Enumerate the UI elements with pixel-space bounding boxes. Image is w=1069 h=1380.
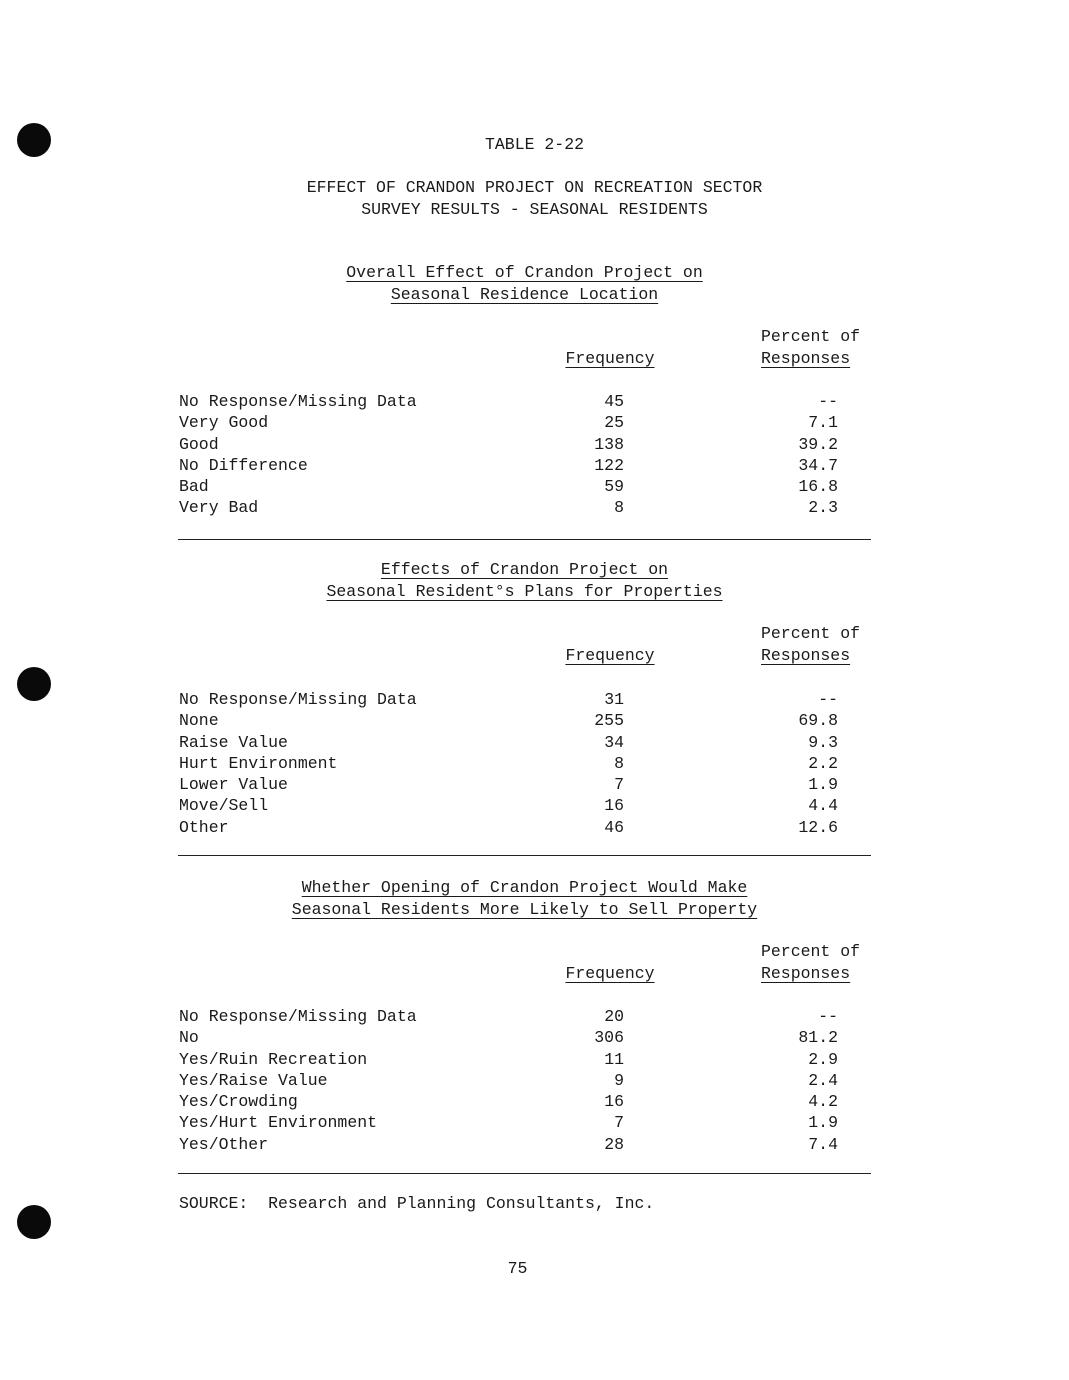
section-divider — [178, 855, 871, 856]
row-frequency: 306 — [594, 1028, 624, 1048]
row-frequency: 16 — [604, 796, 624, 816]
section-title-line2: Seasonal Residents More Likely to Sell Property — [291, 900, 758, 919]
row-frequency: 8 — [614, 753, 624, 773]
column-header — [178, 623, 871, 667]
row-percent: 1.9 — [808, 1113, 838, 1133]
table-row — [178, 795, 871, 816]
section-title-line1: Whether Opening of Crandon Project Would Make — [301, 878, 748, 897]
table-rows — [178, 689, 871, 838]
section-title — [178, 877, 871, 921]
row-percent: 7.4 — [808, 1134, 838, 1154]
row-frequency: 25 — [604, 413, 624, 433]
row-frequency: 28 — [604, 1134, 624, 1154]
row-label: Raise Value — [179, 732, 288, 752]
section-plans-for-properties — [178, 559, 871, 838]
row-label: No Difference — [179, 455, 308, 475]
row-label: No Response/Missing Data — [179, 690, 417, 709]
row-label: Yes/Ruin Recreation — [179, 1049, 368, 1069]
row-percent: -- — [818, 1007, 838, 1026]
section-divider — [178, 1173, 871, 1174]
frequency-header: Frequency — [565, 349, 655, 368]
frequency-header: Frequency — [565, 964, 655, 983]
table-row — [178, 689, 871, 710]
binder-hole-middle — [17, 667, 51, 701]
row-label: Move/Sell — [179, 796, 269, 816]
percent-header: Percent of Responses — [761, 942, 861, 983]
percent-header: Percent of Responses — [761, 624, 861, 665]
section-title-line1: Overall Effect of Crandon Project on — [346, 263, 703, 282]
row-frequency: 255 — [594, 711, 624, 731]
row-label: Bad — [179, 477, 209, 497]
page-number: 75 — [507, 1259, 528, 1278]
row-frequency: 46 — [604, 817, 624, 837]
row-label: Lower Value — [179, 775, 288, 795]
table-title-line1: EFFECT OF CRANDON PROJECT ON RECREATION SECTOR — [306, 178, 763, 197]
table-row — [178, 774, 871, 795]
row-percent: 2.4 — [808, 1070, 838, 1090]
binder-hole-bottom — [17, 1205, 51, 1239]
row-percent: 2.9 — [808, 1049, 838, 1069]
table-row — [178, 434, 871, 455]
table-row — [178, 455, 871, 476]
table-row — [178, 732, 871, 753]
row-frequency: 34 — [604, 732, 624, 752]
row-label: None — [179, 711, 219, 731]
row-frequency: 16 — [604, 1092, 624, 1112]
row-label: No — [179, 1028, 199, 1048]
table-row — [178, 412, 871, 433]
row-label: Hurt Environment — [179, 753, 338, 773]
row-percent: 16.8 — [798, 477, 838, 497]
table-row — [178, 1027, 871, 1048]
table-row — [178, 1070, 871, 1091]
row-percent: 4.2 — [808, 1092, 838, 1112]
row-frequency: 138 — [594, 434, 624, 454]
row-percent: -- — [818, 690, 838, 709]
table-row — [178, 1049, 871, 1070]
source-text: Research and Planning Consultants, Inc. — [268, 1194, 655, 1213]
row-frequency: 31 — [604, 690, 624, 709]
column-header — [178, 326, 871, 370]
table-row — [178, 497, 871, 518]
source-note — [179, 1194, 654, 1213]
row-label: Very Good — [179, 413, 269, 433]
row-percent: 81.2 — [798, 1028, 838, 1048]
section-title-line2: Seasonal Resident°s Plans for Properties — [326, 582, 723, 601]
row-frequency: 9 — [614, 1070, 624, 1090]
row-frequency: 8 — [614, 498, 624, 518]
section-divider — [178, 539, 871, 540]
frequency-header: Frequency — [565, 646, 655, 665]
row-percent: 2.2 — [808, 753, 838, 773]
row-percent: 7.1 — [808, 413, 838, 433]
table-row — [178, 391, 871, 412]
column-header — [178, 941, 871, 985]
row-frequency: 20 — [604, 1007, 624, 1026]
row-frequency: 11 — [604, 1049, 624, 1069]
row-percent: 2.3 — [808, 498, 838, 518]
row-frequency: 122 — [594, 455, 624, 475]
row-frequency: 7 — [614, 1113, 624, 1133]
table-row — [178, 817, 871, 838]
row-percent: -- — [818, 392, 838, 411]
row-label: Yes/Other — [179, 1134, 269, 1154]
table-row — [178, 1091, 871, 1112]
table-row — [178, 476, 871, 497]
row-label: No Response/Missing Data — [179, 1007, 417, 1026]
row-frequency: 59 — [604, 477, 624, 497]
table-row — [178, 753, 871, 774]
table-rows — [178, 391, 871, 519]
section-overall-effect — [178, 262, 871, 519]
row-frequency: 45 — [604, 392, 624, 411]
row-label: Other — [179, 817, 229, 837]
row-percent: 69.8 — [798, 711, 838, 731]
table-number: TABLE 2-22 — [484, 135, 585, 154]
row-percent: 1.9 — [808, 775, 838, 795]
row-percent: 39.2 — [798, 434, 838, 454]
table-title-line2: SURVEY RESULTS - SEASONAL RESIDENTS — [361, 200, 708, 219]
row-label: Very Bad — [179, 498, 259, 518]
section-title-line1: Effects of Crandon Project on — [380, 560, 669, 579]
row-percent: 4.4 — [808, 796, 838, 816]
row-label: Good — [179, 434, 219, 454]
row-label: Yes/Hurt Environment — [179, 1113, 378, 1133]
table-rows — [178, 1006, 871, 1155]
row-frequency: 7 — [614, 775, 624, 795]
table-row — [178, 710, 871, 731]
section-likely-to-sell — [178, 877, 871, 1155]
row-label: No Response/Missing Data — [179, 392, 417, 411]
row-percent: 34.7 — [798, 455, 838, 475]
row-percent: 12.6 — [798, 817, 838, 837]
source-label: SOURCE: — [179, 1194, 249, 1213]
table-row — [178, 1112, 871, 1133]
section-title — [178, 559, 871, 603]
row-percent: 9.3 — [808, 732, 838, 752]
row-label: Yes/Raise Value — [179, 1070, 328, 1090]
table-row — [178, 1134, 871, 1155]
percent-header: Percent of Responses — [761, 327, 861, 368]
table-row — [178, 1006, 871, 1027]
row-label: Yes/Crowding — [179, 1092, 298, 1112]
section-title — [178, 262, 871, 306]
section-title-line2: Seasonal Residence Location — [390, 285, 659, 304]
